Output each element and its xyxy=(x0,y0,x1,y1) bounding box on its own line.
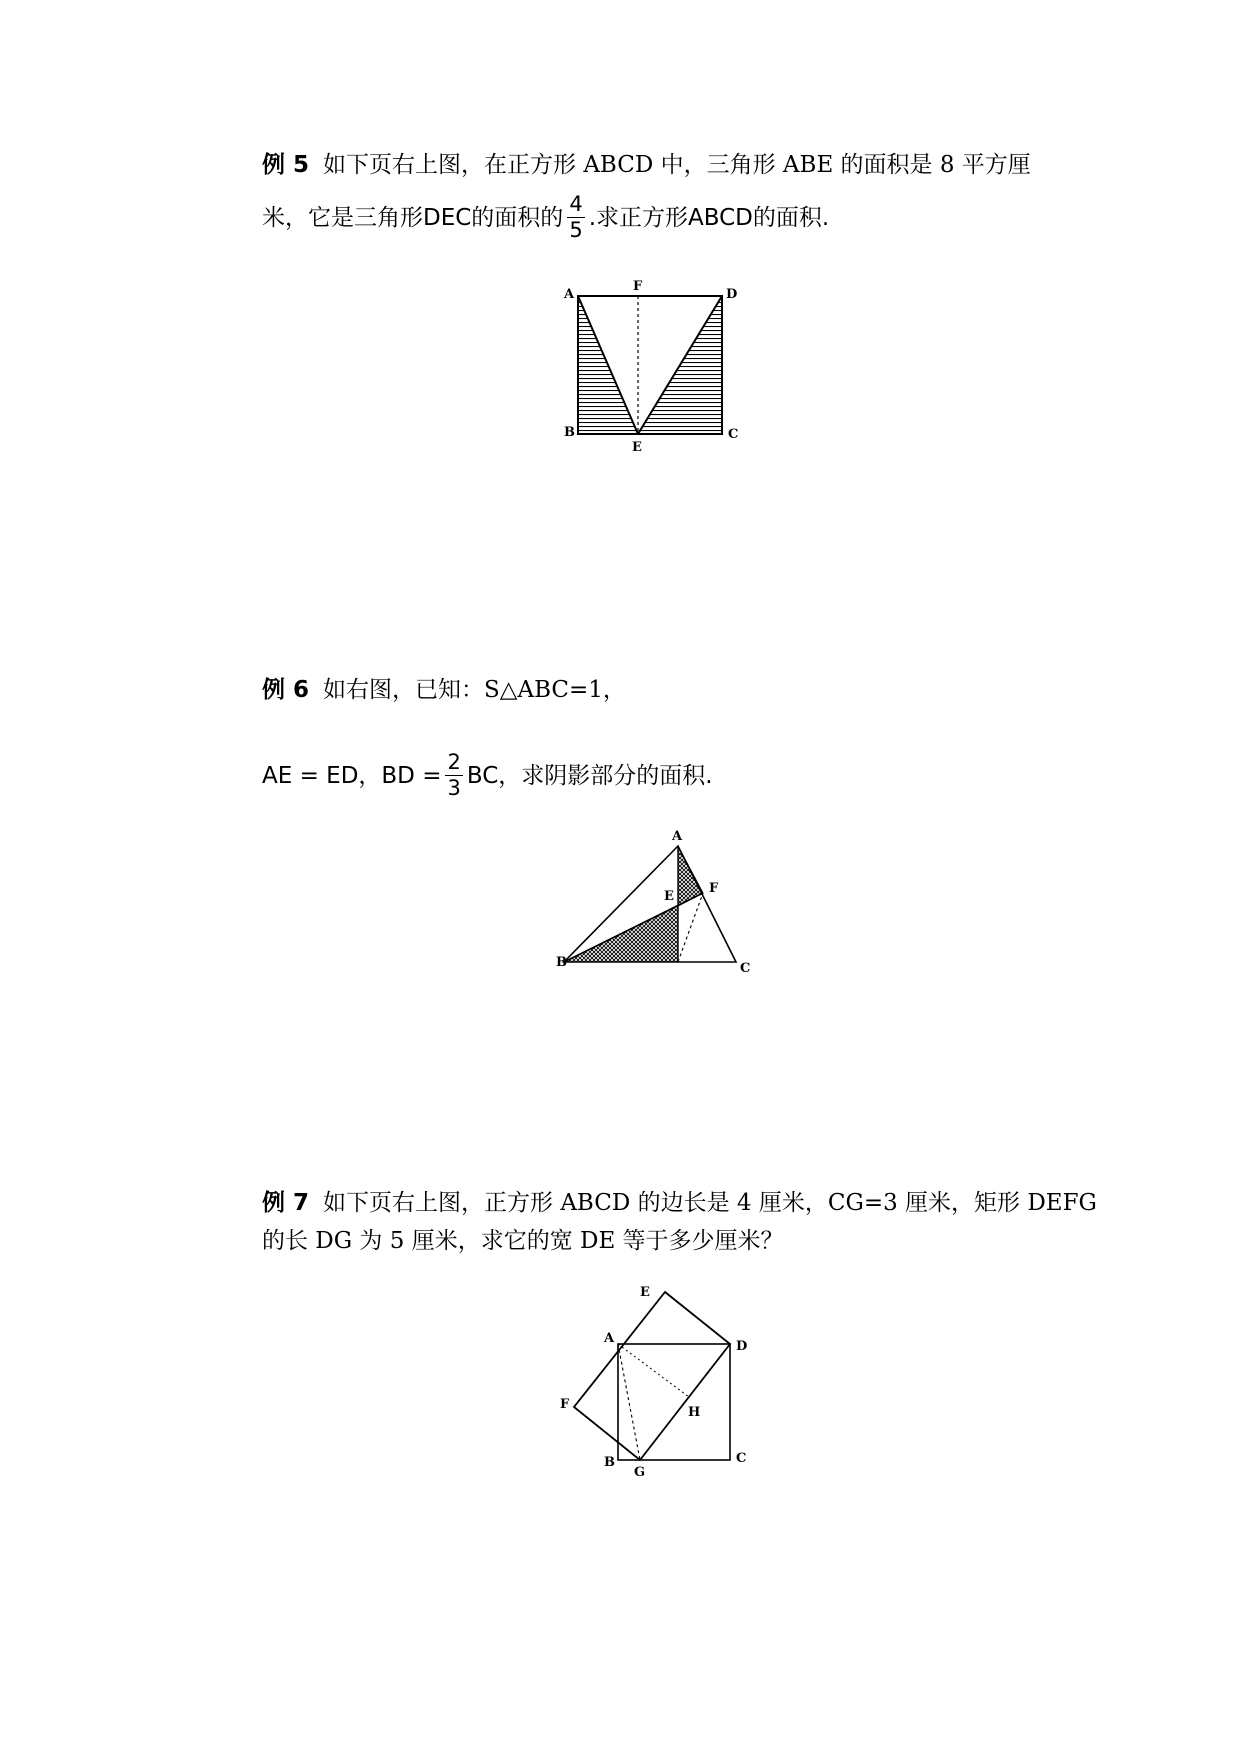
label-a: A xyxy=(604,1331,615,1346)
label-f: F xyxy=(633,279,643,294)
label-a: A xyxy=(672,829,683,844)
ex7-label: 例 7 xyxy=(262,1190,310,1216)
ex5-figure xyxy=(560,278,740,458)
ex6-text1: 如右图，已知：S△ABC=1， xyxy=(323,677,626,703)
label-c: C xyxy=(736,1451,747,1466)
ex6-frac-num: 2 xyxy=(447,750,461,774)
label-b: B xyxy=(564,425,575,440)
label-d: D xyxy=(726,287,738,302)
label-h: H xyxy=(688,1405,701,1420)
ex6-frac-den: 3 xyxy=(447,776,461,800)
ex7-text1: 如下页右上图，正方形 ABCD 的边长是 4 厘米，CG=3 厘米，矩形 DEFG xyxy=(323,1190,1097,1216)
square-abcd xyxy=(618,1344,730,1460)
dotted-ah xyxy=(618,1344,689,1397)
ex5-label: 例 5 xyxy=(262,152,310,178)
dashed-ag xyxy=(618,1344,640,1460)
ex6-fraction xyxy=(445,752,462,799)
label-a: A xyxy=(564,287,575,302)
label-e: E xyxy=(640,1285,650,1300)
ex7-figure xyxy=(556,1280,756,1480)
ex5-frac-num: 4 xyxy=(569,192,583,216)
label-e: E xyxy=(632,440,642,455)
ex7-line1 xyxy=(262,1188,1097,1218)
label-c: C xyxy=(728,427,739,442)
ex5-text1: 如下页右上图，在正方形 ABCD 中，三角形 ABE 的面积是 8 平方厘 xyxy=(323,152,1031,178)
ex5-line1 xyxy=(262,150,1031,180)
label-g: G xyxy=(634,1465,646,1480)
ex6-label: 例 6 xyxy=(262,677,310,703)
ex5-text2-post: .求正方形ABCD的面积. xyxy=(588,204,830,231)
ex7-text2: 的长 DG 为 5 厘米，求它的宽 DE 等于多少厘米？ xyxy=(262,1228,784,1254)
label-b: B xyxy=(604,1455,615,1470)
ex6-line2 xyxy=(262,752,713,799)
ex7-line2 xyxy=(262,1226,784,1256)
label-c: C xyxy=(740,961,751,976)
label-f: F xyxy=(709,881,719,896)
ex6-text2-pre: AE = ED，BD = xyxy=(262,762,442,789)
label-d: D xyxy=(736,1339,748,1354)
label-b: B xyxy=(556,955,567,970)
ex6-text2-post: BC，求阴影部分的面积. xyxy=(466,762,713,789)
ex6-figure xyxy=(556,826,756,976)
ex6-line1 xyxy=(262,675,626,705)
ex5-frac-den: 5 xyxy=(569,218,583,242)
ex5-fraction xyxy=(567,194,584,241)
ex5-line2 xyxy=(262,194,829,241)
ex5-text2-pre: 米，它是三角形DEC的面积的 xyxy=(262,204,564,231)
rectangle-defg xyxy=(574,1292,730,1460)
label-f: F xyxy=(560,1397,570,1412)
label-e: E xyxy=(664,889,674,904)
